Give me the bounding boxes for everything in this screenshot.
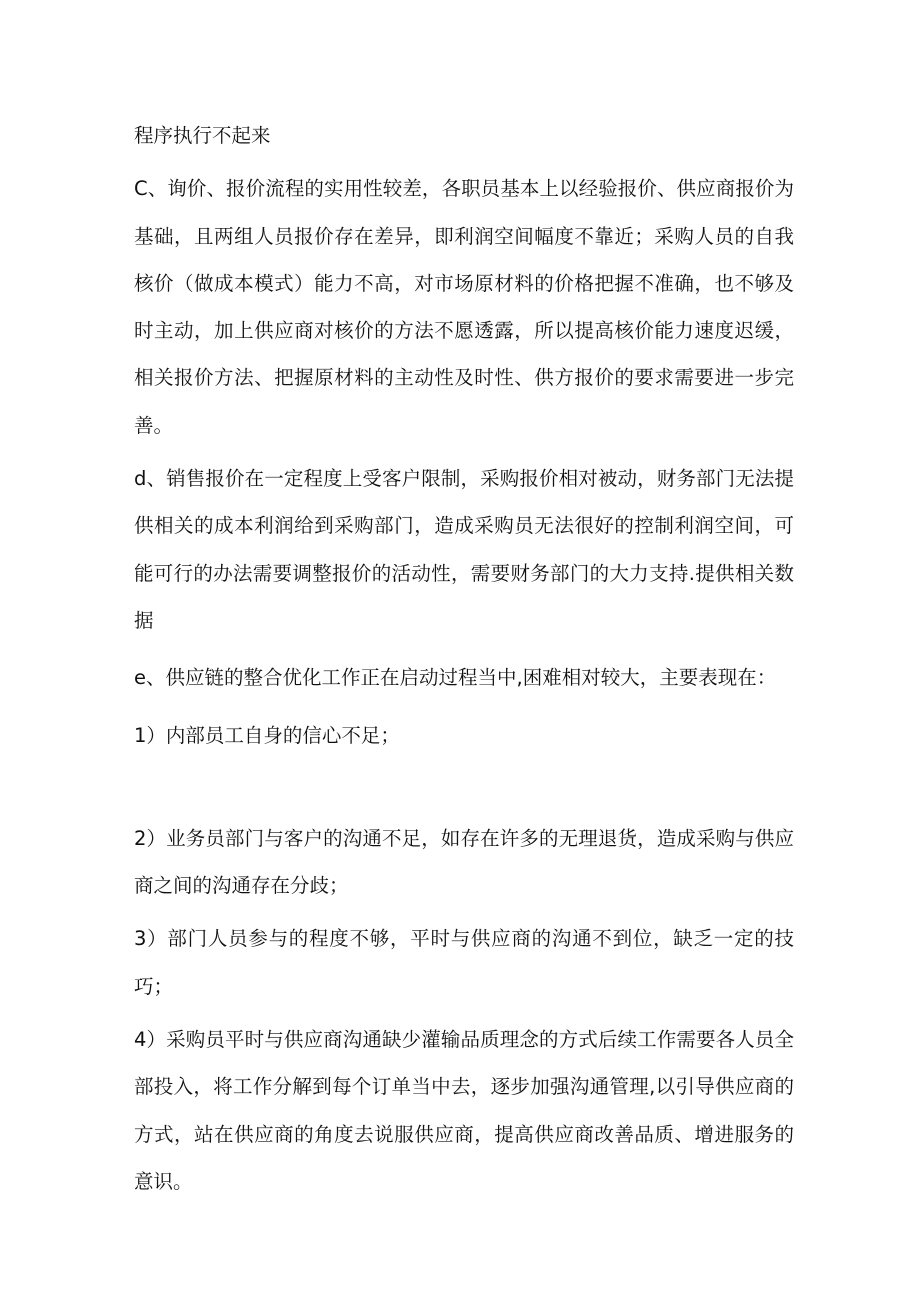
paragraph-d: d、销售报价在一定程度上受客户限制，采购报价相对被动，财务部门无法提供相关的成本利润给到采购部门，造成采购员无法很好的控制利润空间，可能可行的办法需要调整报价的活动性，需要财务部门的大力支持.提供相关数据 <box>134 467 794 632</box>
list-item-3: 3）部门人员参与的程度不够，平时与供应商的沟通不到位，缺乏一定的技巧； <box>134 927 794 998</box>
paragraph-e: e、供应链的整合优化工作正在启动过程当中,困难相对较大，主要表现在： <box>134 666 777 690</box>
document-body <box>134 112 794 1205</box>
list-item-2: 2）业务员部门与客户的沟通不足，如存在许多的无理退货，造成采购与供应商之间的沟通存在分歧； <box>134 826 794 898</box>
paragraph-c: C、询价、报价流程的实用性较差，各职员基本上以经验报价、供应商报价为基础，且两组人员报价存在差异，即利润空间幅度不靠近；采购人员的自我核价（做成本模式）能力不高，对市场原材料的价格把握不准确，也不够及时主动，加上供应商对核价的方法不愿透露，所以提高核价能力速度迟缓，相关报价方法、把握原材料的主动性及时性、供方报价的要求需要进一步完善。 <box>134 177 794 437</box>
list-item-1: 1）内部员工自身的信心不足； <box>134 723 400 747</box>
list-item-4: 4）采购员平时与供应商沟通缺少灌输品质理念的方式后续工作需要各人员全部投入，将工作分解到每个订单当中去，逐步加强沟通管理,以引导供应商的方式，站在供应商的角度去说服供应商，提高供应商改善品质、增进服务的意识。 <box>134 1028 794 1193</box>
paragraph-continuation: 程序执行不起来 <box>134 124 271 147</box>
